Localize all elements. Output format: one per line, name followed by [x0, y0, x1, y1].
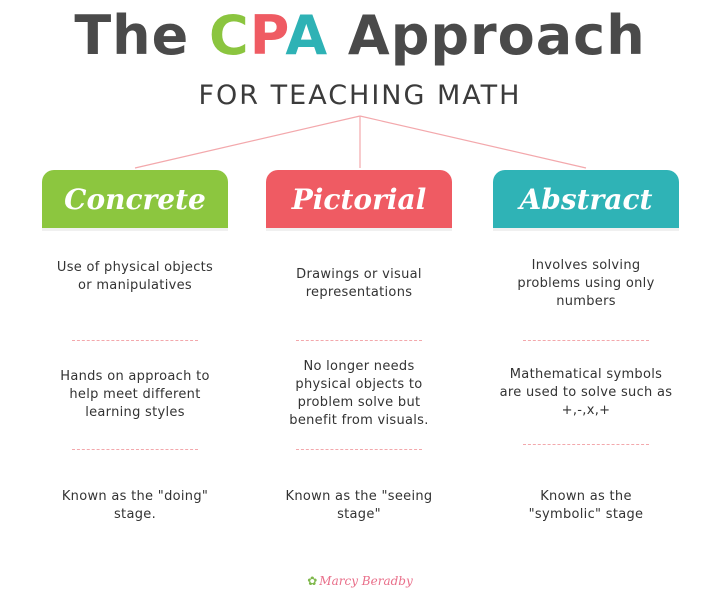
pictorial-header: Pictorial — [266, 170, 452, 228]
concrete-row-3: Known as the "doing" stage. — [61, 489, 209, 522]
pictorial-row-2: No longer needs physical objects to problem solve but benefit from visuals. — [289, 359, 429, 428]
abstract-header: Abstract — [493, 170, 679, 228]
connector-right — [360, 116, 586, 168]
abstract-row-2: Mathematical symbols are used to solve such as +,-,x,+ — [499, 367, 673, 418]
pictorial-separator-2 — [296, 449, 422, 450]
concrete-separator-1 — [72, 340, 198, 341]
title-part2: Approach — [328, 4, 646, 67]
abstract-row-3: Known as the "symbolic" stage — [528, 489, 644, 522]
concrete-row-1: Use of physical objects or manipulatives — [56, 260, 214, 293]
concrete-separator-2 — [72, 449, 198, 450]
author-logo — [0, 574, 720, 588]
connector-left — [135, 116, 360, 168]
logo-name: Marcy Beradby — [319, 574, 413, 588]
concrete-header: Concrete — [42, 170, 228, 228]
abstract-separator-1 — [523, 340, 649, 341]
pictorial-row-3: Known as the "seeing stage" — [285, 489, 433, 522]
abstract-separator-2 — [523, 444, 649, 445]
abstract-row-1: Involves solving problems using only numbers — [517, 258, 655, 309]
pictorial-separator-1 — [296, 340, 422, 341]
title-letter-p: P — [249, 4, 286, 67]
concrete-row-2: Hands on approach to help meet different learning styles — [60, 369, 210, 420]
title-letter-a: A — [285, 4, 329, 67]
page-subtitle: FOR TEACHING MATH — [198, 80, 522, 111]
sprout-icon: ✿ — [307, 574, 318, 588]
title-letter-c: C — [209, 4, 250, 67]
pictorial-row-1: Drawings or visual representations — [296, 267, 422, 300]
title-part1: The — [74, 4, 210, 67]
